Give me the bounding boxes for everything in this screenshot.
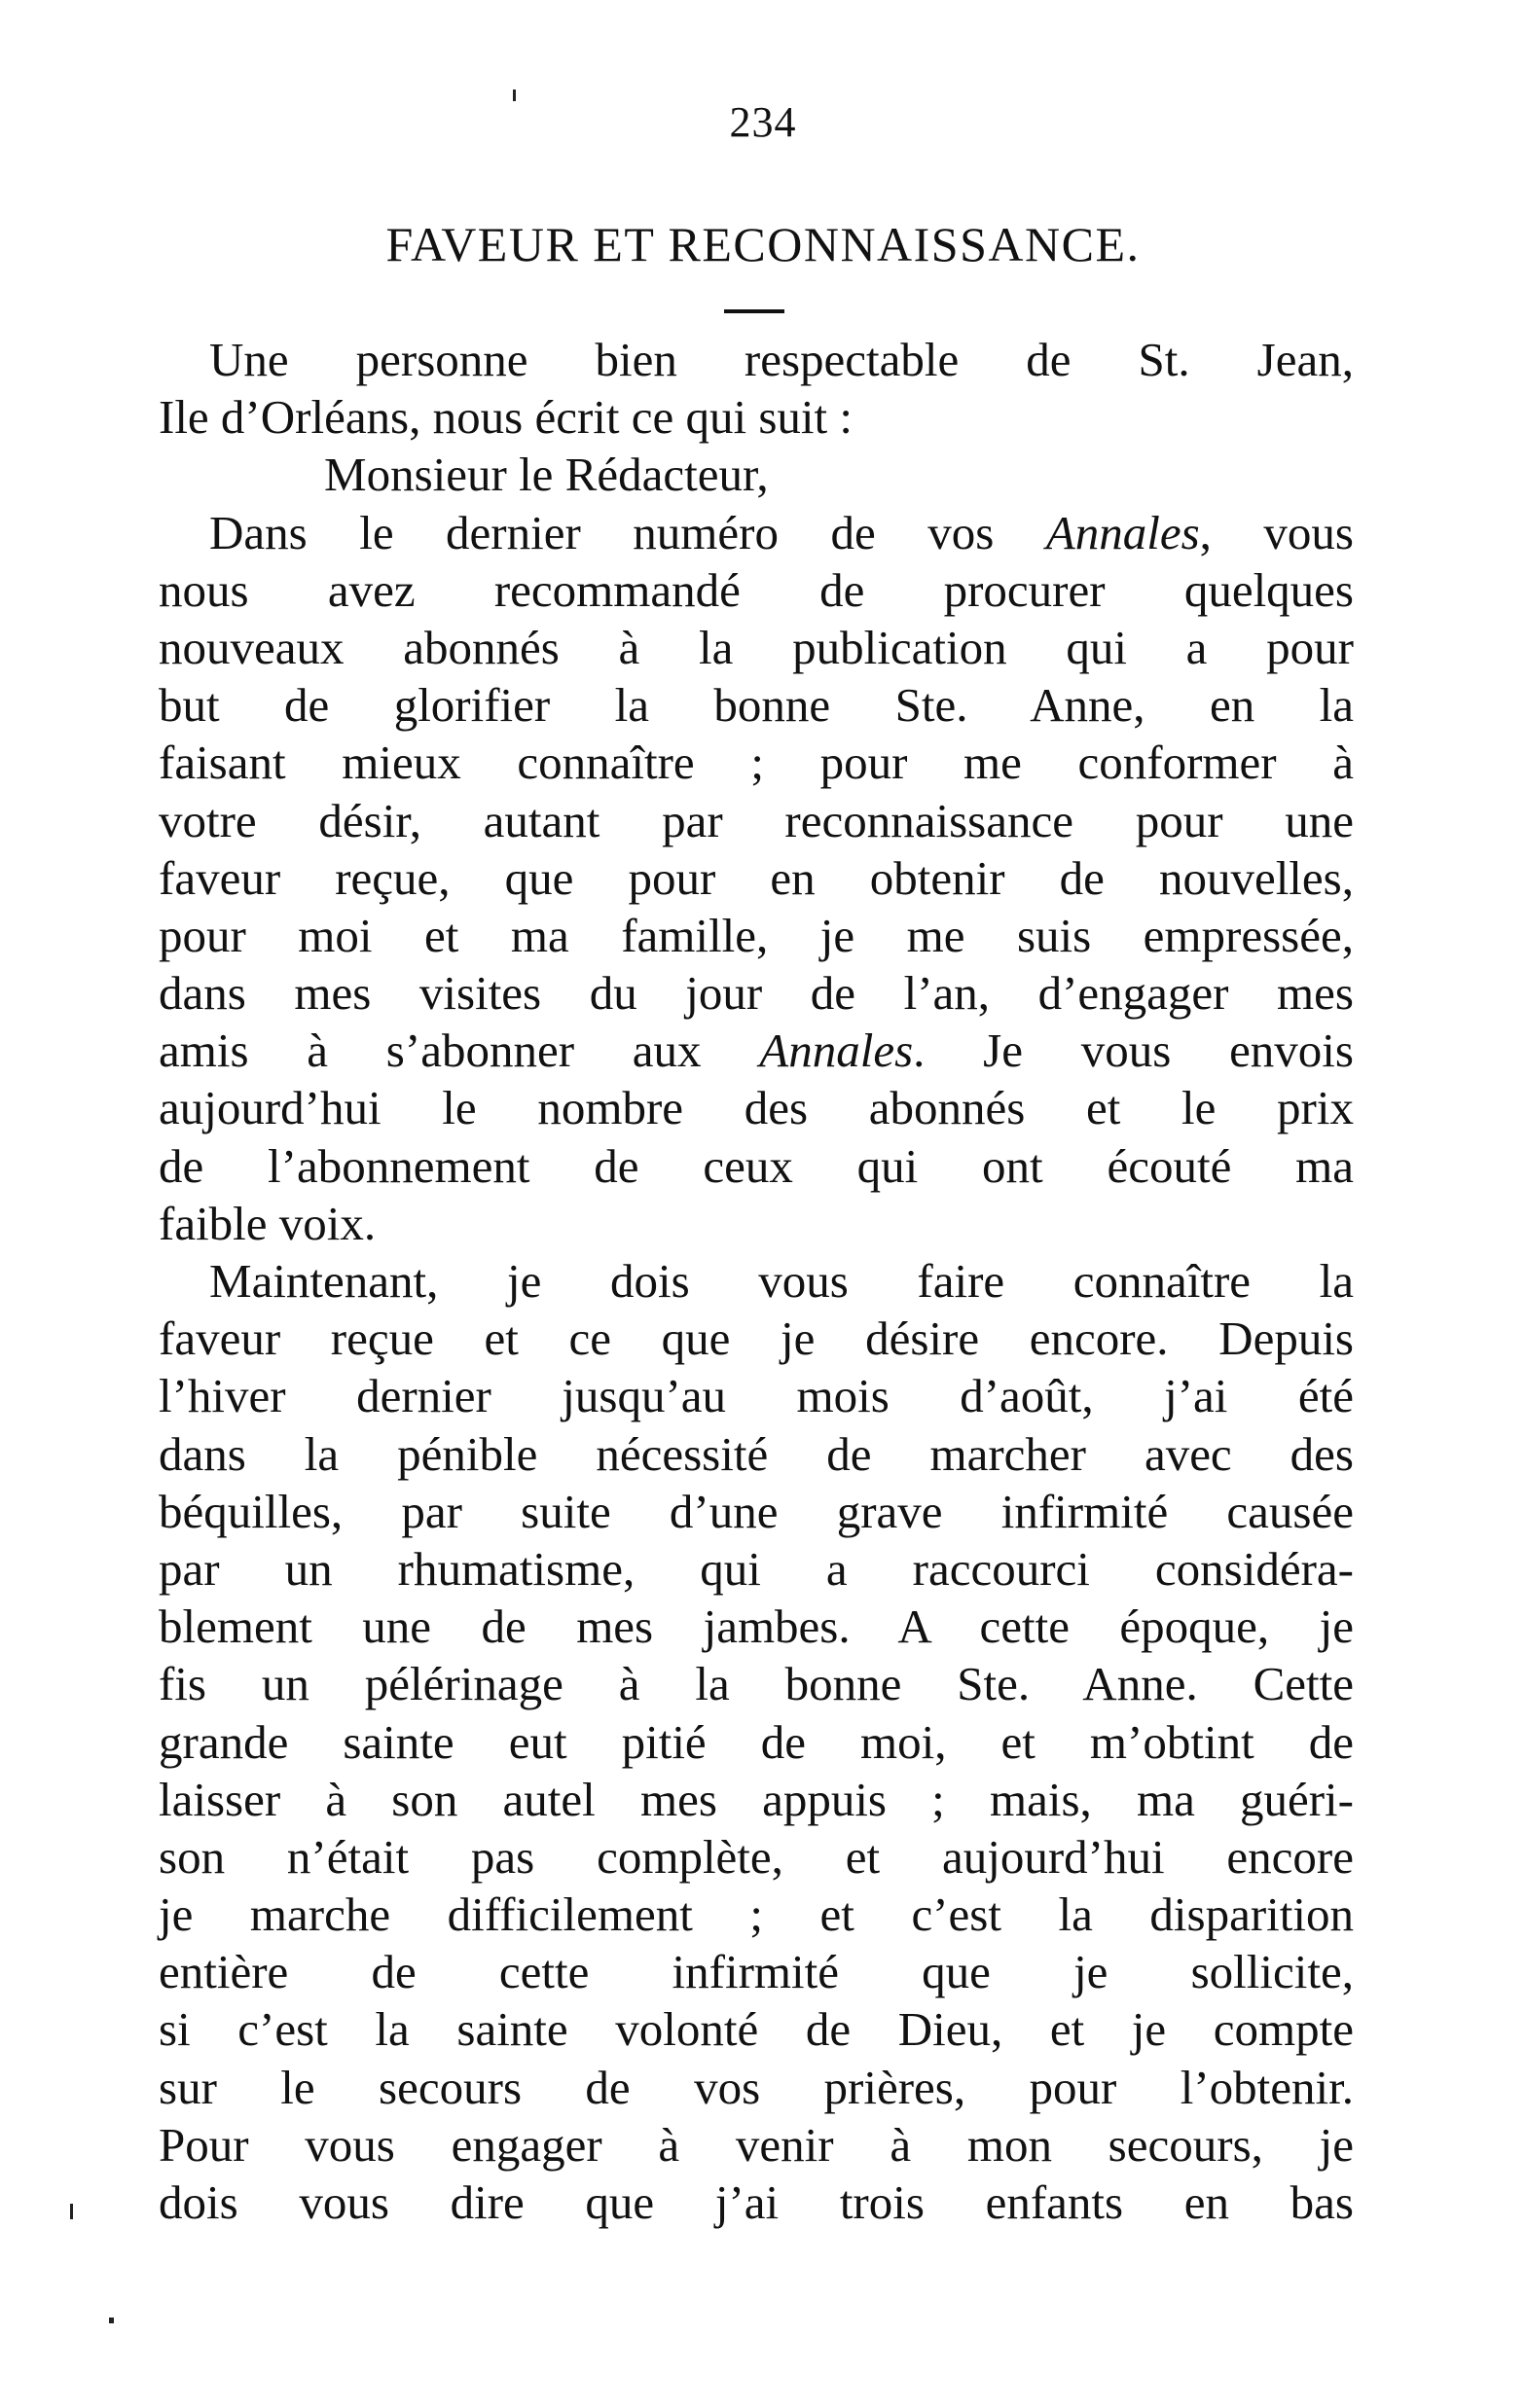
text-line: sur le secours de vos prières, pour l’obtenir. bbox=[159, 2060, 1354, 2114]
text-line: je marche difficilement ; et c’est la disparition bbox=[159, 1887, 1354, 1942]
text-line: de l’abonnement de ceux qui ont écouté ma bbox=[159, 1138, 1354, 1193]
salutation-line: Monsieur le Rédacteur, bbox=[324, 448, 769, 502]
text-line: son n’était pas complète, et aujourd’hui encore bbox=[159, 1829, 1354, 1884]
text-line: faveur reçue, que pour en obtenir de nouvelles, bbox=[159, 850, 1354, 905]
text-line: blement une de mes jambes. A cette époque, je bbox=[159, 1599, 1354, 1654]
margin-speck bbox=[109, 2318, 114, 2323]
text-line: laisser à son autel mes appuis ; mais, ma guéri- bbox=[159, 1772, 1354, 1826]
text-line: Ile d’Orléans, nous écrit ce qui suit : bbox=[159, 390, 854, 445]
text-line: nous avez recommandé de procurer quelques bbox=[159, 562, 1354, 617]
text-line: Maintenant, je dois vous faire connaître la bbox=[209, 1254, 1354, 1308]
text-line: dans la pénible nécessité de marcher avec des bbox=[159, 1426, 1354, 1481]
text-line: nouveaux abonnés à la publication qui a pour bbox=[159, 620, 1354, 674]
margin-speck bbox=[513, 90, 516, 101]
text-line: dois vous dire que j’ai trois enfants en bas bbox=[159, 2175, 1354, 2229]
text-line: faisant mieux connaître ; pour me conformer à bbox=[159, 736, 1354, 790]
text-line: si c’est la sainte volonté de Dieu, et je compte bbox=[159, 2002, 1354, 2057]
text-line: l’hiver dernier jusqu’au mois d’août, j’ai été bbox=[159, 1369, 1354, 1423]
text-line: par un rhumatisme, qui a raccourci considéra- bbox=[159, 1541, 1354, 1596]
text-line: Pour vous engager à venir à mon secours, je bbox=[159, 2117, 1354, 2172]
article-body bbox=[159, 331, 1354, 2231]
text-line: Une personne bien respectable de St. Jean, bbox=[209, 333, 1354, 386]
title-divider bbox=[724, 309, 784, 313]
text-line: but de glorifier la bonne Ste. Anne, en la bbox=[159, 678, 1354, 733]
text-line: entière de cette infirmité que je sollicite, bbox=[159, 1945, 1354, 1999]
text-line: faible voix. bbox=[159, 1196, 377, 1250]
text-line: pour moi et ma famille, je me suis empressée, bbox=[159, 908, 1354, 962]
text-line: fis un pélérinage à la bonne Ste. Anne. Cette bbox=[159, 1657, 1354, 1711]
text-line: dans mes visites du jour de l’an, d’engager mes bbox=[159, 966, 1354, 1021]
text-line: amis à s’abonner aux Annales. Je vous envois bbox=[159, 1024, 1354, 1078]
text-line: béquilles, par suite d’une grave infirmité causée bbox=[159, 1484, 1354, 1538]
text-line: grande sainte eut pitié de moi, et m’obtint de bbox=[159, 1714, 1354, 1769]
text-line: votre désir, autant par reconnaissance pour une bbox=[159, 793, 1354, 847]
text-line: Dans le dernier numéro de vos Annales, vous bbox=[209, 505, 1354, 559]
text-line: faveur reçue et ce que je désire encore. Depuis bbox=[159, 1312, 1354, 1366]
page-number: 234 bbox=[729, 98, 797, 146]
text-line: aujourd’hui le nombre des abonnés et le prix bbox=[159, 1081, 1354, 1135]
article-title: FAVEUR ET RECONNAISSANCE. bbox=[385, 217, 1141, 271]
margin-speck bbox=[70, 2204, 73, 2219]
